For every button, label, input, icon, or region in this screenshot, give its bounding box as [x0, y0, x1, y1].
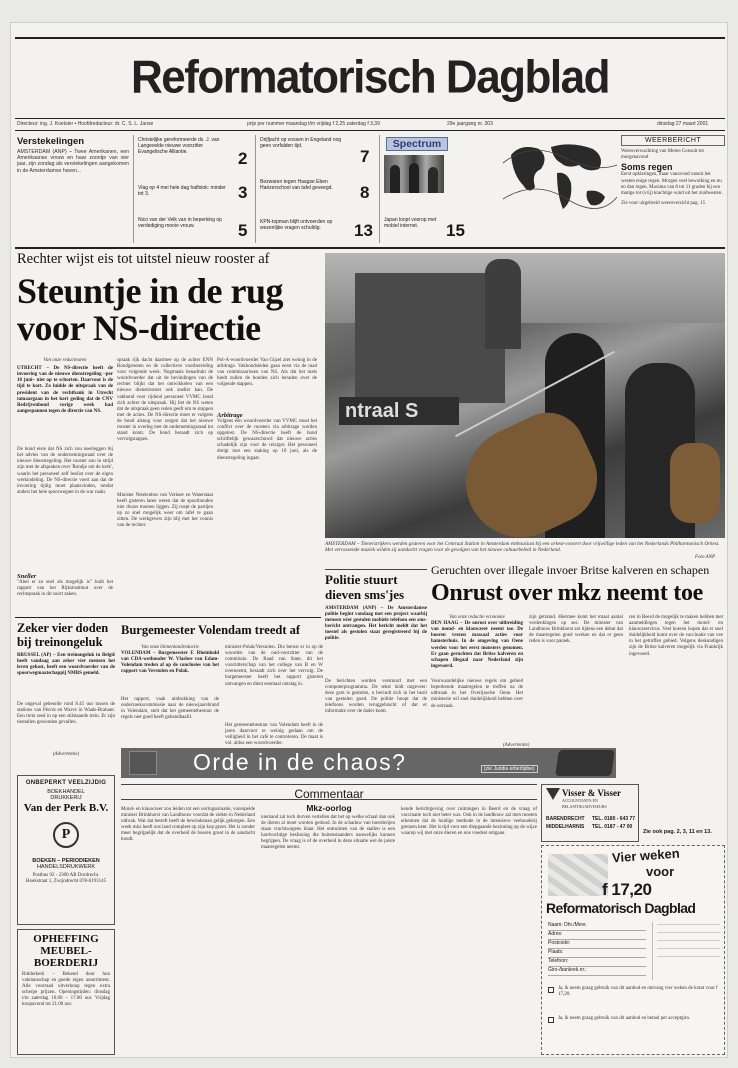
subscription-option-2[interactable]: [548, 1016, 720, 1022]
boekhandel-footer-1: BOEKEN – PERIODIEKEN: [32, 858, 100, 864]
dateline: [15, 120, 725, 129]
spectrum-photo: [384, 155, 444, 193]
boerderij-text: Ridderkerk – Bekend door hun vakmanschap en goede eigen assortiment. Alle voorraad uitverkoop tegen extra scherpe prijzen. Openingstijden: dinsdag t/m zaterdag 10.00 – 17.00 uur. Vrijdag koopavond tot 21.00 uur.: [22, 972, 110, 1008]
teaser-page-number: 5: [238, 221, 248, 240]
lead-subhead-1: Sneller: [17, 573, 37, 581]
trein-body: De ongeval gebeurde rond 8.45 uur tussen de stations van Pécrot en Wavre in Waals-Brabant. Een trein reed in op een stilstaande trein. Er zijn tientallen gewonden gevallen.: [17, 702, 115, 726]
weather-title: Soms regen: [621, 162, 673, 173]
opinie-small: (zie Juridia erbertijdse): [481, 765, 538, 773]
spectrum-label-box: [386, 137, 448, 151]
teaser-item[interactable]: [260, 179, 348, 191]
opinie-text: Orde in de chaos?: [193, 749, 407, 775]
form-field-address[interactable]: Adres:: [548, 931, 646, 940]
mkz-article: [431, 563, 727, 743]
form-field-name[interactable]: Naam: Dhr./Mevr.: [548, 922, 646, 931]
top-rule: [15, 37, 725, 39]
teaser-column-1: [133, 135, 251, 243]
lead-kicker[interactable]: Rechter wijst eis tot uitstel nieuw rooster af: [17, 251, 270, 267]
subscription-option-2-text: Ja, ik neem graag gebruik van dit aanbod en betaal per acceptgiro.: [558, 1016, 691, 1021]
mkz-column-1: [431, 615, 523, 727]
section-rule: [15, 247, 725, 249]
dateline-date: dinsdag 27 maart 2001: [657, 121, 709, 127]
photo-caption: AMSTERDAM – Tienerstrijkers werden gisteren voor het Centraal Station in Amsterdam enthousiast bij een orkest-concert door vrijwillige leden van het Nederlands Philharmonisch Orkest. Met verrassende muziek wilden zij aandacht vragen voor de gevolgen van het nieuwe cultuurbeleid in Nederland.: [325, 541, 720, 554]
lead-column-3: [217, 358, 317, 612]
weather-more[interactable]: Zie voor uitgebreid weeroverzicht pag. 15: [621, 201, 706, 207]
politie-body: De berichten worden verstuurd met een computerprogramma. De tekst luidt ongeveer: deze gsm is gestolen, u bevindt zich in het bezit van gestolen goed. De politie hoopt dat de telefoons worden teruggebracht of dat er informatie over de dader komt.: [325, 679, 427, 715]
world-map: [501, 135, 619, 243]
subscription-brand: Reformatorisch Dagblad: [546, 900, 696, 916]
burgemeester-body-1: Het rapport, vaak uitdrukking van de onderzoekscommissie naar de nieuwjaarsbrand in Volendam, stelt dat het gemeentebestuur de regels niet goed heeft gehandhaafd.: [121, 697, 219, 721]
visser-logo-icon: [546, 788, 560, 800]
lead-column-1: [17, 358, 113, 612]
politie-article: [325, 569, 427, 739]
lead-body-2: "Abel er zo snel als mogelijk is" luidt het rapport van het Rijksinstituut over de rechtspraak in dit soort zaken.: [17, 580, 113, 598]
lead-intro: UTRECHT – De NS-directie heeft de invoering van de nieuwe dienstregeling –per 10 juni– niet op te schorten. Daarvoor is de tijd te kort. Zo luidde de uitspraak van de president van de rechtbank in Utrecht tamaargaan in het kort geding dat de CNV Bedrijvenbond vorige week had aangespannen tegen de directie van NS.: [17, 366, 113, 414]
checkbox-icon[interactable]: [548, 987, 554, 993]
teaser-page-number: 7: [360, 147, 370, 166]
newspaper-page: [10, 22, 728, 1058]
station-building: [355, 273, 505, 403]
mkz-body-3: ren in Beerd de mogelijk te maken hebben met aanmeldingen tegen het mond- en klauwzeervirus. Veel boeren hopen dat er snel duidelijkheid komt over de vaccinatie van vee in het getroffen gebied. Volgens deskundigen zijn de Britse kalveren mogelijk via Frankrijk ingevoerd.: [629, 615, 723, 657]
mkz-intro: DEN HAAG – De onrust over uitbreiding van mond- en klauwzeer neemt toe. De boeren vrezen massaal acties voor hamsterhuis. In de omgeving van Oene werden voor het eerst monsters genomen. Er gaan geruchten dat Britse kalveren en schapen illegaal naar Nederland zijn ingevoerd.: [431, 621, 523, 669]
boerderij-ad[interactable]: [17, 929, 115, 1055]
subscription-coupon[interactable]: [541, 845, 725, 1055]
commentaar-body-1: Mond- en klauwzeer zou leiden tot een oorlogssituatie, voorspelde minister Brinkhorst van Landbouw voordat de ziekte in Nederland uitbrak. Wat dat betreft heeft de bewindsman gelijk gekregen. Een week mkz heeft ons land compleet op zijn kop gezet. Het is zonder meer begrijpelijk dat de overheid de boeren groot in de aandacht houdt.: [121, 807, 255, 843]
visser-city-1: BARENDRECHT: [546, 816, 585, 823]
visser-ad[interactable]: [541, 784, 639, 842]
visser-tel-2: TEL. 0187 - 47 00: [592, 824, 633, 830]
lead-body-5: Volgens een woordvoerder van VVMC moet het conflict over de roosters via arbitrage worden opgelost. De NS-directie heeft de bond schriftelijk gewaarschuwd dat nieuwe acties schadelijk zijn voor de reiziger. Het personeel dreigt met een staking op 10 juni, als de dienstregeling ingaat.: [217, 419, 317, 461]
boekhandel-label: ONBEPERKT VEELZIJDIG: [25, 780, 107, 786]
politie-headline[interactable]: Politie stuurt dieven sms'jes: [325, 572, 405, 602]
lead-photo[interactable]: [325, 253, 725, 538]
person-silhouette: [409, 163, 419, 193]
trein-intro: BRUSSEL (AP) – Een treinongeluk in België heeft vandaag aan zeker vier mensen het leven gekost, heeft een woordvoerder van de spoorwegmaatschappij NMBS gemeld.: [17, 653, 115, 677]
form-field-phone[interactable]: Telefoon:: [548, 958, 646, 967]
dateline-editors: Directeur: ing. J. Koetsier • Hoofdredacteur: dr. C. S. L. Janse: [17, 121, 154, 127]
subscription-headline-2: voor: [646, 864, 675, 879]
section-rule: [15, 617, 321, 618]
zie-ook[interactable]: Zie ook pag. 2, 3, 11 en 13.: [643, 829, 712, 835]
teaser-text: Vlag op 4 mei hele dag halfstok: minder tot 3.: [138, 185, 226, 197]
dateline-rule-top: [15, 118, 725, 119]
subscription-option-1[interactable]: [548, 986, 720, 998]
visser-name: Visser & Visser: [562, 788, 621, 798]
weather-text: Eerst opklaringen, maar vanavond vanuit het westen enige regen. Morgen veel bewolking en nu en dan regen. Maxima van 8 tot 11 graden bij een matige tot (vrij) krachtige wind uit het zuidwesten.: [621, 172, 723, 197]
boekhandel-line-1: BOEKHANDEL: [47, 789, 85, 795]
form-field-postcode[interactable]: Postcode:: [548, 940, 646, 949]
teaser-text: Nico van der Velk van in beperking op verdediging mooie vrouw.: [138, 217, 222, 229]
lead-column-2: [117, 358, 213, 612]
teaser-item[interactable]: [260, 137, 348, 149]
weather-intro: Weersverwachting van Meteo Consult tot morgenavond: [621, 149, 704, 161]
lead-body-4: Minister Netelenbos van Verkeer en Waterstaat heeft gisteren laten weten dat de spoorbonden niet dwars moeten liggen. Zij roept de partijen op zo snel mogelijk weer om tafel te gaan zitten. De werkgevers zijn blij met het vonnis van de rechter.: [117, 493, 213, 529]
banner-image-right: [555, 750, 615, 776]
visser-sub: ACCOUNTANTS EN BELASTINGADVISEURS: [562, 798, 607, 810]
teaser-page-number: 3: [238, 183, 248, 202]
photo-credit: Foto ANP: [695, 555, 716, 560]
visser-city-2: MIDDELHARNIS: [546, 824, 585, 831]
teaser-page-number: 15: [446, 221, 465, 240]
boerderij-title: OPHEFFING MEUBEL-BOERDERIJ: [33, 933, 99, 969]
teaser-item[interactable]: [138, 137, 228, 155]
station-tower: [485, 259, 521, 349]
mkz-body-1: Voorwaardelijke nieuwe regels om gebied beperkende maatregelen te treffen na de uitbraak in het Overijsselse Oene. Het ministerie wil snel duidelijkheid hebben over de oorzaak.: [431, 679, 523, 709]
teaser-page-number: 13: [354, 221, 373, 240]
burgemeester-body-3: minister-Polak/Verstolen. Die berust er in op de woorden van de oud-voorzitter van de commissie. De Raad van State, dit het voorzitterschap van het college van B en W overneemt, beraadt zich over het vervolg. De burgemeester heeft het rapport gisteren ontvangen en dient eenmaal ontslag in.: [225, 645, 323, 687]
mkz-headline[interactable]: Onrust over mkz neemt toe: [431, 580, 703, 606]
advertentie-label: (Advertentie): [52, 752, 80, 757]
person-silhouette: [428, 167, 438, 193]
person-silhouette: [390, 165, 400, 193]
teaser-item[interactable]: [138, 217, 228, 229]
subscription-form: [548, 922, 646, 976]
boekhandel-ad[interactable]: [17, 775, 115, 925]
teaser-text: Christelijke gereformeerde ds. J. van Langevelde nieuwe voorzitter Evangelische Alliantie.: [138, 137, 220, 155]
mkz-kicker[interactable]: Geruchten over illegale invoer Britse kalveren en schapen: [431, 563, 710, 577]
dateline-rule-bottom: [15, 130, 725, 131]
weather-block: [621, 135, 725, 243]
teaser-item[interactable]: [260, 219, 348, 231]
station-sign: ntraal S: [339, 397, 459, 425]
teaser-page-number: 2: [238, 149, 248, 168]
commentaar-body-3: kende berichtgeving over ruimingen in Beerd en de vraag of vaccinatie toch niet beter was. Ook in de landbouw zal men moeten erkennen dat de huidige methode in de intensieve veehouderij grenzen kent. Het is tijd voor een diepgaande bezinning op de wijze waarop wij met onze dieren en ons voedsel omgaan.: [401, 807, 537, 837]
subscription-headline-1: Vier weken: [611, 845, 681, 866]
spectrum-label: Spectrum: [392, 138, 442, 150]
subscription-price: f 17,20: [602, 880, 652, 899]
banner-image-left: [129, 751, 157, 775]
masthead-title[interactable]: Reformatorisch Dagblad: [131, 51, 609, 104]
visser-tel-1: TEL. 0180 - 643 77: [592, 816, 636, 822]
subscription-sidebar: [652, 922, 720, 980]
burgemeester-headline[interactable]: Burgemeester Volendam treedt af: [121, 623, 301, 637]
subscription-option-1-text: Ja, ik neem graag gebruik van dit aanbod en ontvang vier weken de krant voor f 17,20.: [558, 986, 718, 998]
spectrum-teaser[interactable]: [379, 135, 497, 243]
boekhandel-name: Van der Perk B.V.: [23, 802, 109, 814]
advertentie-label: (Advertentie): [503, 743, 530, 748]
checkbox-icon[interactable]: [548, 1017, 554, 1023]
boekhandel-address: Postbus 92 - 2300 AB Dordrecht. Hoekstraat 1, Zwijndrecht 078-6193145: [25, 873, 107, 885]
teaser-column-2: [255, 135, 375, 243]
form-field-city[interactable]: Plaats:: [548, 949, 646, 958]
teaser-page-number: 8: [360, 183, 370, 202]
teaser-text: Japan loopt voorop met mobiel internet.: [384, 217, 437, 229]
verstekelingen-text: AMSTERDAM (ANP) – Twee Amerikanen, een Amerikaanse vrouw en haar zoontje van vier jaar, zijn zondag als verstekelingen aangekomen in de Amsterdamse haven...: [17, 149, 129, 174]
commentaar-body-2: niemand zal toch durven vertellen dat het op welke schaal dan ook de dieren al moet worden gedood. In de schaduw van boerderijen staan vrachtwagens klaar. Het ontruimen van de stallen is een hardvochtige beslissing die buitenstaanders nauwelijks kunnen begrijpen. De vraag is of de overheid in deze situatie wel de juiste maatregelen neemt.: [261, 815, 395, 851]
verstekelingen-block: [17, 136, 129, 238]
form-field-account[interactable]: Giro-/bankrek.nr.:: [548, 967, 646, 976]
mkz-byline: Van onze redactie economie: [449, 615, 505, 620]
teaser-text: Bezwaren tegen Haagse Eben Haëzerschool van tafel geveegd.: [260, 179, 333, 191]
verstekelingen-title[interactable]: Verstekelingen: [17, 136, 85, 147]
world-map-graphic: [501, 135, 619, 243]
trein-headline[interactable]: Zeker vier doden bij treinongeluk: [17, 621, 109, 649]
burgemeester-body-2: Het gemeentebestuur van Volendam heeft in de jaren daarvoor te weinig gedaan om de veiligheid in het café te controleren. De maat is vol, aldus een woordvoerder.: [225, 723, 323, 747]
lead-headline[interactable]: Steuntje in de rug voor NS-directie: [17, 271, 284, 348]
commentaar-title[interactable]: Commentaar: [294, 787, 364, 801]
lead-body-1: De bond eiste dat NS zich zou neerleggen bij het advies van de ondernemingsraad over de nieuwe dienstregeling. Het rooster zou in strijd zijn met de afspraken over 'Rondje om de kerk', waarin het personeel zelf beslist over de eigen werkindeling. De NS-directie voert aan dat de invoering tijdig moet plaatsvinden, omdat anders het hele spoorwegnet in de war raakt.: [17, 447, 113, 495]
newspaper-collage: [548, 854, 608, 896]
teaser-item[interactable]: [138, 185, 228, 197]
mkz-body-2: zijn getraind. Hiermee komt het totaal aantal verdenkingen op zes. De minister van Landbouw Brinkhorst zei tijdens een debat dat de maatregelen goed werken en dat er geen reden is voor paniek.: [529, 615, 623, 645]
cello: [670, 443, 720, 523]
weather-header[interactable]: WEERBERICHT: [621, 135, 725, 146]
commentaar-headline[interactable]: Mkz-oorlog: [306, 803, 352, 813]
commentaar-header: [121, 784, 537, 800]
burgemeester-byline: Van onze binnenlandredactie: [141, 645, 199, 650]
burgemeester-column-1: [121, 645, 219, 739]
teaser-text: Drijfjacht op vossen in Engeland nog geen vorfalden tijd.: [260, 137, 342, 149]
trein-article: [17, 621, 115, 771]
politie-intro: AMSTERDAM (ANP) – De Amsterdamse politie begint vandaag met een project waarbij mensen wier gestolen mobiele telefoon een sms-bericht ontvangen. Het bericht meldt dat het toestel als gestolen staat geregistreerd bij de politie.: [325, 606, 427, 642]
burgemeester-intro: VOLENDAM – Burgemeester F. Rheinhold van CDA-wethouder W. Vlasbee van Edam-Volendam treden af op de conclusies van het rapport van Verstolen en Polak.: [121, 651, 219, 675]
boekhandel-line-2: DRUKKERIJ: [50, 795, 82, 801]
opinie-banner[interactable]: [121, 748, 616, 778]
lead-byline: Van onze redacteuren: [43, 358, 87, 363]
dateline-price: prijs per nummer maandag t/m vrijdag f 2,25 zaterdag f 3,39: [247, 121, 380, 127]
lead-subhead-2: Arbitrage: [217, 412, 243, 419]
boekhandel-logo-icon: P: [53, 822, 79, 848]
dateline-issue: 29e jaargang nr. 303: [447, 121, 493, 127]
teaser-text: KPN-topman blijft ontvoerden op wezenlijke vragen schuldig.: [260, 219, 333, 231]
boekhandel-footer-2: HANDELSDRUKWERK: [36, 864, 96, 870]
lead-body-4b: Pol-A-woordvoerder Van Gijzel ziet weinig in de arbitrage. Vakbondsleden gaan eerst via de raad van commissarissen van NS. Als dat het niets biedt zullen de bonden zich beraden over de volgende stappen.: [217, 358, 317, 388]
lead-body-3: spraak rijk dacht daarmee op de achter ENN Bondgenoten en de collectieve voorbereiding voor volgende week. Nogmaals benadrukt de woordvoerder dat uit de bevindingen van de rechter blijkt dat het ontwikkelen van een nieuwe dienstrooster ook sneller kan. De vakbond voor rijdend personeel VVMC bond zich achter de uitspraak. Hij liet de NS weten dat de uitspraak geen reden geeft om te stoppen met de acties. De NS-directie moet er volgens de bond alsnog voor zorgen dat het nieuwe rooster in overleg met de ondernemingsraad tot stand komt. De bond beraadt zich op vervolgstappen.: [117, 358, 213, 443]
